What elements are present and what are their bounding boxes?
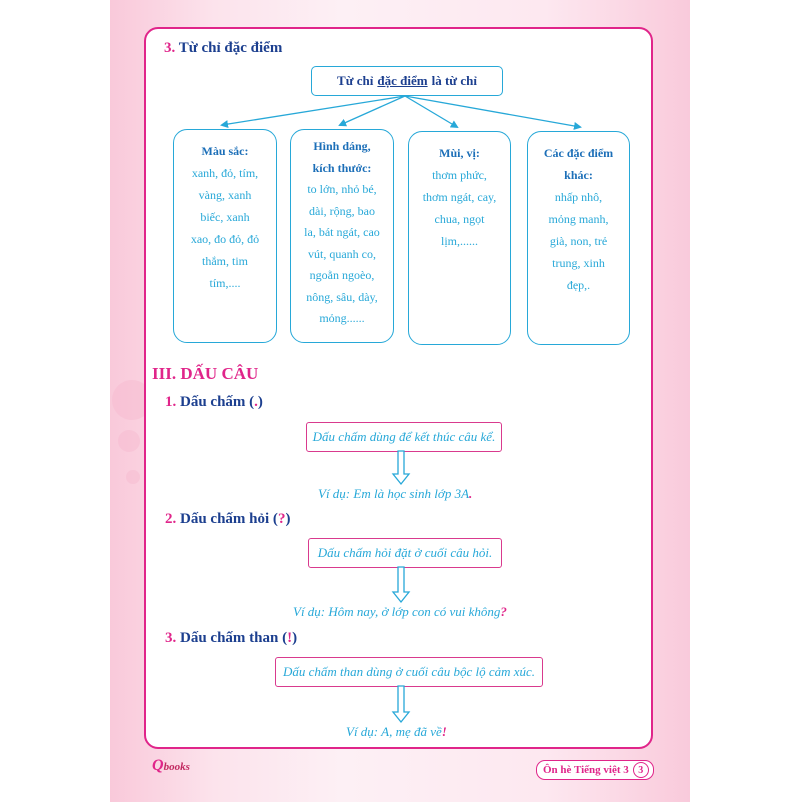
category-words: to lớn, nhỏ bé, [307,182,377,196]
publisher-logo: Qbooks [152,757,190,774]
category-words: nhấp nhô, [554,190,603,204]
footer-badge [536,760,654,780]
punct-1-example: Ví dụ: Em là học sinh lớp 3A. [318,486,473,501]
section-3-heading: 3. Từ chỉ đặc điểm [164,40,283,56]
definition-box: Từ chỉ đặc điểm là từ chỉ [311,66,503,96]
arrow-to-shape [340,96,405,125]
category-words: dài, rộng, bao [309,203,375,218]
punct-2-rule-box: Dấu chấm hỏi đặt ở cuối câu hỏi. [308,538,502,568]
category-words: tím,.... [209,276,241,290]
category-words: đẹp,. [566,278,591,292]
down-arrow-icon [393,567,409,602]
punct-3-example: Ví dụ: A, mẹ đã về! [346,724,447,739]
category-words: nông, sâu, dày, [306,289,378,304]
category-words: xao, đo đỏ, đỏ [190,232,260,246]
book-title: Ôn hè Tiếng việt 3 [543,764,629,776]
punct-1-heading: 1. Dấu chấm (.) [165,394,263,410]
part-3-heading: III. DẤU CÂU [152,364,259,383]
category-title: kích thước: [312,160,372,175]
category-title: Màu sắc: [201,144,249,158]
category-title: Mùi, vị: [439,146,480,160]
category-words: già, non, trẻ [549,234,608,248]
arrow-to-color [222,96,405,125]
category-words: lịm,...... [440,234,478,248]
down-arrow-icon [393,686,409,722]
category-title: Các đặc điểm [543,146,614,160]
down-arrow-icon [393,451,409,484]
category-words: chua, ngọt [434,212,485,226]
definition-arrows [222,96,580,127]
category-words: trung, xinh [552,256,605,270]
category-words: thơm phức, [432,168,487,182]
example-arrows [393,451,409,722]
category-words: xanh, đỏ, tím, [191,166,259,180]
category-words: vàng, xanh [198,188,252,202]
punct-1-rule-box: Dấu chấm dùng để kết thúc câu kể. [306,422,502,452]
page-number: 3 [633,762,649,778]
punct-3-heading: 3. Dấu chấm than (!) [165,630,298,646]
category-words: vút, quanh co, [308,246,376,261]
category-words: mỏng...... [319,311,365,325]
punct-2-heading: 2. Dấu chấm hỏi (?) [165,511,291,527]
punct-2-example: Ví dụ: Hôm nay, ở lớp con có vui không? [293,604,507,619]
category-title: Hình dáng, [313,139,371,153]
category-title: khác: [564,168,593,182]
category-words: mỏng manh, [548,212,609,226]
punct-3-rule-box: Dấu chấm than dùng ở cuối câu bộc lộ cảm xúc. [275,657,543,687]
category-words: thắm, tim [202,254,248,268]
category-words: thơm ngát, cay, [422,190,497,204]
category-words: ngoằn ngoèo, [309,268,375,282]
category-words: biếc, xanh [200,210,250,224]
category-words: la, bát ngát, cao [304,225,380,239]
